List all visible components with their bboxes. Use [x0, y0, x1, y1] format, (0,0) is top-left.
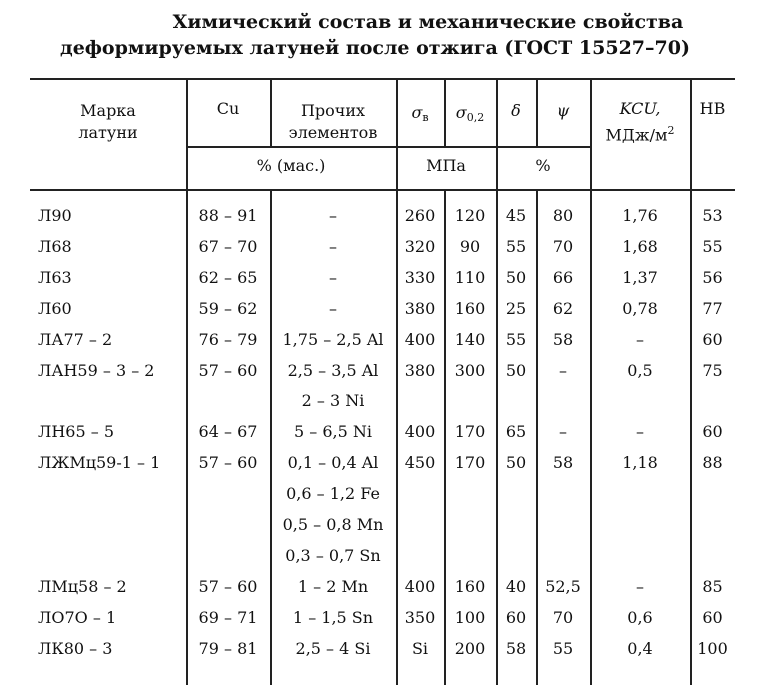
cell-psi: 58 — [552, 329, 574, 349]
cell-sigma-b: 400 — [404, 422, 436, 442]
cell-grade: Л63 — [38, 267, 72, 287]
header-other-line2: элементов — [288, 123, 378, 142]
table-title-line2: деформируемых латуней после отжига (ГОСТ 15527–70) — [60, 37, 690, 59]
cell-sigma-b: 330 — [404, 267, 436, 287]
cell-psi: 70 — [552, 236, 574, 256]
cell-other-elements: 0,1 – 0,4 Al — [287, 453, 379, 473]
cell-hb: 75 — [702, 360, 723, 380]
cell-psi: 58 — [552, 453, 574, 473]
cell-other-elements: 0,3 – 0,7 Sn — [285, 545, 381, 565]
cell-sigma-b: Si — [411, 638, 429, 658]
cell-kcu: – — [636, 576, 644, 596]
cell-sigma-02: 200 — [454, 638, 486, 658]
header-bottom-rule — [30, 189, 735, 191]
cell-delta: 58 — [505, 638, 527, 658]
header-grade — [30, 100, 186, 144]
header-kcu-line1: KCU, — [619, 99, 661, 118]
header-hb: HB — [699, 99, 726, 118]
cell-other-elements: – — [329, 267, 337, 287]
cell-kcu: 0,6 — [627, 607, 653, 627]
cell-delta: 50 — [505, 453, 527, 473]
table-top-rule — [30, 78, 735, 80]
cell-delta: 50 — [505, 267, 527, 287]
cell-other-elements: 0,6 – 1,2 Fe — [286, 484, 380, 504]
cell-delta: 55 — [505, 329, 527, 349]
cell-kcu: 1,18 — [622, 453, 658, 473]
cell-cu: 57 – 60 — [198, 576, 258, 596]
cell-psi: 52,5 — [545, 576, 581, 596]
cell-psi: – — [559, 422, 567, 442]
cell-grade: Л90 — [38, 206, 72, 225]
cell-sigma-02: 110 — [454, 267, 486, 287]
cell-psi: – — [559, 360, 567, 380]
header-sigma-02 — [444, 102, 496, 129]
header-cu: Cu — [216, 99, 240, 118]
cell-cu: 76 – 79 — [198, 329, 258, 349]
cell-cu: 57 – 60 — [198, 453, 258, 473]
cell-kcu: 1,68 — [622, 236, 658, 256]
cell-grade: Л68 — [38, 236, 72, 256]
cell-psi: 55 — [552, 638, 574, 658]
cell-cu: 88 – 91 — [198, 206, 258, 225]
cell-kcu: – — [636, 329, 644, 349]
header-sigma-b-symbol: σ — [411, 103, 423, 122]
cell-sigma-02: 160 — [454, 298, 486, 318]
cell-kcu: 0,5 — [627, 360, 653, 380]
cell-other-elements: 2,5 – 3,5 Al — [287, 360, 379, 380]
cell-psi: 80 — [552, 206, 574, 225]
cell-sigma-02: 170 — [454, 453, 486, 473]
cell-other-elements: 2,5 – 4 Si — [295, 638, 371, 658]
cell-cu: 64 – 67 — [198, 422, 258, 442]
cell-hb: 56 — [702, 267, 723, 287]
cell-sigma-b: 450 — [404, 453, 436, 473]
cell-grade: Л60 — [38, 298, 72, 318]
cell-cu: 69 – 71 — [198, 607, 258, 627]
cell-delta: 55 — [505, 236, 527, 256]
table-title-line1: Химический состав и механические свойства — [172, 11, 684, 33]
cell-grade: ЛА77 – 2 — [38, 329, 113, 349]
cell-sigma-b: 380 — [404, 298, 436, 318]
cell-psi: 62 — [552, 298, 574, 318]
cell-grade: ЛН65 – 5 — [38, 422, 115, 442]
header-kcu-line2: МДж/м — [605, 125, 668, 145]
units-rule — [186, 146, 590, 148]
cell-other-elements: 1,75 – 2,5 Al — [282, 329, 384, 349]
unit-percent-mass: % (мас.) — [256, 156, 326, 175]
cell-kcu: 1,37 — [622, 267, 658, 287]
cell-grade: ЛК80 – 3 — [38, 638, 113, 658]
cell-hb: 60 — [702, 422, 723, 442]
cell-cu: 67 – 70 — [198, 236, 258, 256]
cell-delta: 40 — [505, 576, 527, 596]
cell-sigma-b: 260 — [404, 206, 436, 225]
cell-other-elements: – — [329, 206, 337, 225]
cell-cu: 57 – 60 — [198, 360, 258, 380]
header-kcu-sup: 2 — [667, 124, 675, 137]
cell-kcu: 1,76 — [622, 206, 658, 225]
cell-other-elements: 1 – 2 Mn — [297, 576, 369, 596]
header-kcu — [590, 98, 690, 146]
cell-hb: 85 — [702, 576, 723, 596]
cell-delta: 45 — [505, 206, 527, 225]
header-kcu-line2-wrap — [590, 120, 690, 146]
cell-cu: 59 – 62 — [198, 298, 258, 318]
cell-hb: 77 — [702, 298, 723, 318]
cell-hb: 60 — [702, 607, 723, 627]
cell-kcu: – — [636, 422, 644, 442]
cell-grade: ЛАН59 – 3 – 2 — [38, 360, 155, 380]
header-sigma-02-symbol: σ — [455, 103, 467, 122]
cell-cu: 62 – 65 — [198, 267, 258, 287]
cell-cu: 79 – 81 — [198, 638, 258, 658]
cell-sigma-02: 160 — [454, 576, 486, 596]
header-sigma-02-sub: 0,2 — [466, 111, 485, 124]
cell-sigma-b: 320 — [404, 236, 436, 256]
cell-sigma-02: 90 — [459, 236, 481, 256]
cell-other-elements: 2 – 3 Ni — [301, 391, 365, 411]
cell-delta: 50 — [505, 360, 527, 380]
cell-delta: 25 — [505, 298, 527, 318]
cell-other-elements: 0,5 – 0,8 Mn — [282, 515, 384, 534]
header-grade-line2: латуни — [78, 123, 138, 142]
cell-other-elements: – — [329, 236, 337, 256]
cell-hb: 100 — [697, 638, 728, 658]
cell-other-elements: 1 – 1,5 Sn — [292, 607, 374, 627]
cell-kcu: 0,78 — [622, 298, 658, 318]
cell-sigma-02: 140 — [454, 329, 486, 349]
cell-sigma-02: 300 — [454, 360, 486, 380]
cell-other-elements: – — [329, 298, 337, 318]
cell-sigma-b: 400 — [404, 329, 436, 349]
cell-hb: 55 — [702, 236, 723, 256]
unit-mpa: МПа — [426, 156, 466, 175]
header-sigma-b-sub: в — [422, 111, 429, 124]
cell-sigma-02: 100 — [454, 607, 486, 627]
cell-delta: 65 — [505, 422, 527, 442]
cell-delta: 60 — [505, 607, 527, 627]
header-other-line1: Прочих — [300, 101, 366, 120]
cell-kcu: 0,4 — [627, 638, 653, 658]
cell-hb: 60 — [702, 329, 723, 349]
cell-sigma-b: 400 — [404, 576, 436, 596]
header-other — [270, 100, 396, 144]
cell-grade: ЛЖМц59-1 – 1 — [38, 453, 161, 473]
cell-hb: 88 — [702, 453, 723, 473]
cell-sigma-b: 380 — [404, 360, 436, 380]
header-grade-line1: Марка — [80, 101, 136, 120]
header-psi: ψ — [556, 101, 570, 120]
cell-psi: 70 — [552, 607, 574, 627]
cell-hb: 53 — [702, 206, 723, 225]
unit-percent: % — [535, 156, 551, 175]
header-sigma-b — [396, 102, 444, 129]
cell-sigma-b: 350 — [404, 607, 436, 627]
cell-grade: ЛМц58 – 2 — [38, 576, 127, 596]
cell-grade: ЛО7О – 1 — [38, 607, 117, 627]
cell-sigma-02: 120 — [454, 206, 486, 225]
cell-psi: 66 — [552, 267, 574, 287]
cell-other-elements: 5 – 6,5 Ni — [294, 422, 372, 442]
header-delta: δ — [511, 101, 521, 120]
cell-sigma-02: 170 — [454, 422, 486, 442]
